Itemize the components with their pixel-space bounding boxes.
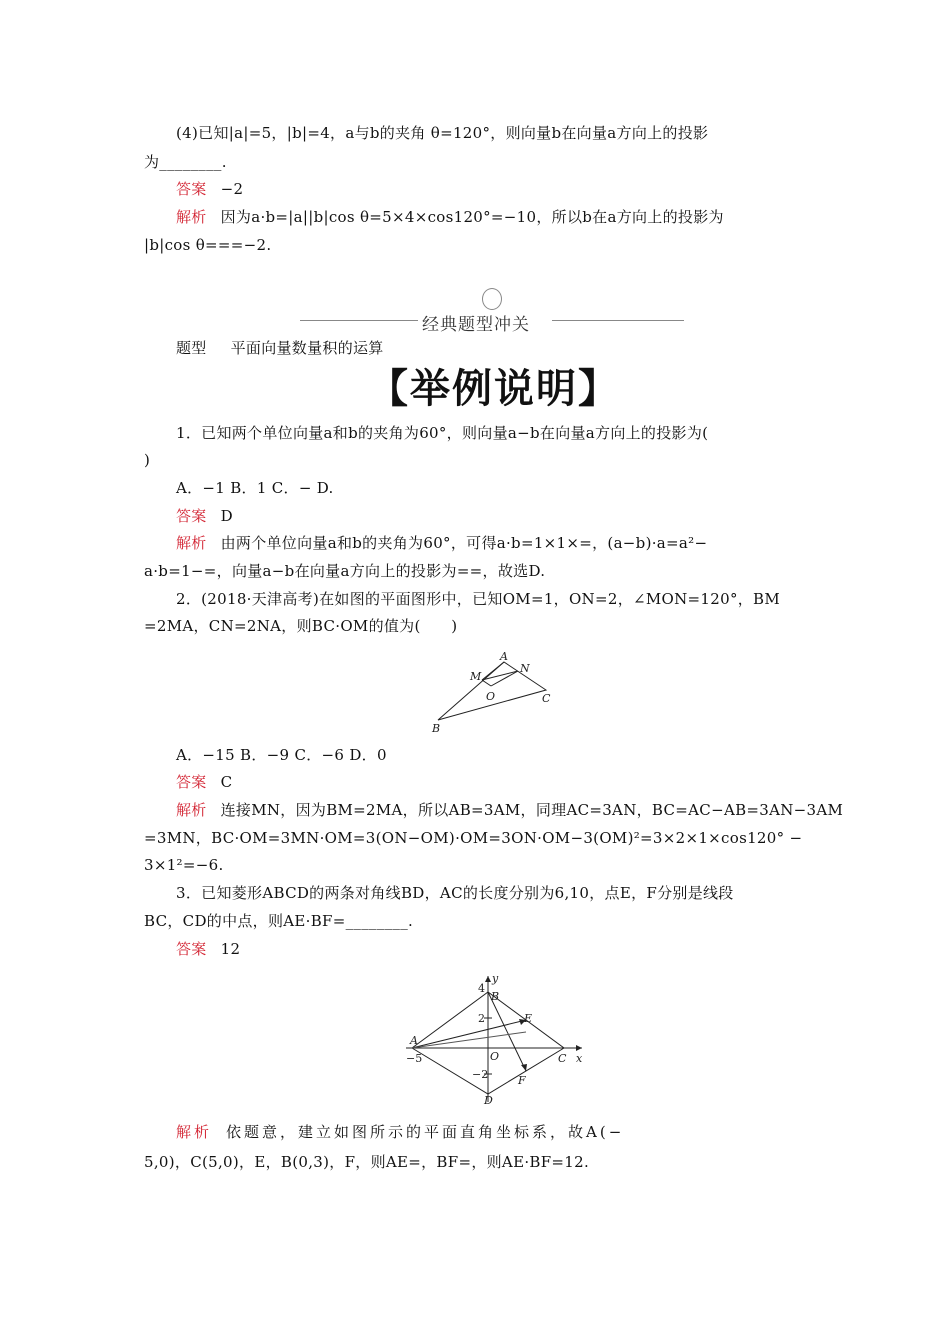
vector-bf-arrow-icon: [521, 1064, 527, 1071]
label-b: B: [432, 722, 441, 735]
example-title: 【举例说明】: [368, 366, 620, 412]
q4-answer: [176, 177, 243, 201]
p3-analysis-2: 5,0)，C(5,0)，E，B(0,3)，F，则AE=，BF=，则AE·BF=12.: [144, 1153, 590, 1171]
answer-label: 答案: [176, 773, 207, 791]
x-axis-arrow-icon: [576, 1045, 582, 1051]
topic-label: 题型: [176, 339, 207, 357]
p1-line-1: 1．已知两个单位向量a和b的夹角为60°，则向量a−b在向量a方向上的投影为(: [176, 424, 709, 442]
p1-answer: [176, 504, 233, 528]
label-f: F: [518, 1074, 526, 1087]
analysis-label: 解析: [176, 801, 207, 819]
answer-value: D: [220, 507, 233, 525]
segment-on: [491, 671, 518, 686]
label-a: A: [410, 1034, 418, 1047]
analysis-text: 连接MN，因为BM=2MA，所以AB=3AM，同理AC=3AN，BC=AC−AB=3AN−3AM: [220, 801, 844, 819]
tick-label-m2: −2: [472, 1068, 489, 1081]
label-c: C: [542, 692, 551, 705]
analysis-text: 依题意，建立如图所示的平面直角坐标系，故A(−: [226, 1123, 625, 1141]
label-a: A: [500, 650, 508, 663]
analysis-text: 由两个单位向量a和b的夹角为60°，可得a·b=1×1×=，(a−b)·a=a²−: [220, 534, 708, 552]
topic-line: [176, 336, 384, 360]
label-y: y: [492, 972, 499, 985]
answer-value: C: [220, 773, 233, 791]
p1-analysis-2: a·b=1−=，向量a−b在向量a方向上的投影为==，故选D.: [144, 562, 546, 580]
p3-answer: [176, 937, 240, 961]
p1-analysis-1: [176, 531, 707, 555]
banner-emblem-icon: [482, 288, 502, 310]
topic-text: 平面向量数量积的运算: [230, 339, 384, 357]
p1-line-2: ): [144, 451, 151, 469]
p1-options: A．−1 B．1 C．− D.: [176, 479, 334, 497]
analysis-label: 解析: [176, 1123, 213, 1141]
tick-label-m5: −5: [406, 1052, 423, 1065]
p2-line-2: =2MA，CN=2NA，则BC·OM的值为( ): [144, 617, 458, 635]
q4-analysis-1: [176, 205, 724, 229]
p2-answer: [176, 770, 232, 794]
p2-options: A．−15 B．−9 C．−6 D．0: [176, 746, 387, 764]
tick-label-2: 2: [478, 1012, 485, 1025]
p3-analysis-1: [176, 1120, 624, 1144]
answer-label: 答案: [176, 940, 207, 958]
rhombus-coordinate-figure: [398, 970, 588, 1110]
answer-value: −2: [220, 180, 244, 198]
segment-om: [482, 680, 491, 686]
p2-analysis-1: [176, 798, 843, 822]
p2-analysis-2: =3MN，BC·OM=3MN·OM=3(ON−OM)·OM=3ON·OM−3(OM)²=3×2×1×cos120° −: [144, 829, 803, 847]
answer-value: 12: [220, 940, 241, 958]
p3-line-1: 3．已知菱形ABCD的两条对角线BD，AC的长度分别为6,10，点E，F分别是线段: [176, 884, 734, 902]
answer-label: 答案: [176, 507, 207, 525]
p2-analysis-3: 3×1²=−6.: [144, 856, 224, 874]
analysis-text: 因为a·b=|a||b|cos θ=5×4×cos120°=−10，所以b在a方向上的投影为: [220, 208, 724, 226]
label-d: D: [484, 1094, 493, 1107]
analysis-label: 解析: [176, 534, 207, 552]
banner-rule-left: [300, 320, 418, 321]
banner-rule-right: [552, 320, 684, 321]
label-c: C: [558, 1052, 567, 1065]
p2-line-1: 2．(2018·天津高考)在如图的平面图形中，已知OM=1，ON=2，∠MON=120°，BM: [176, 590, 781, 608]
q4-line-2: 为________.: [144, 153, 227, 171]
label-o: O: [486, 690, 496, 703]
analysis-label: 解析: [176, 208, 207, 226]
q4-line-1: (4)已知|a|=5，|b|=4，a与b的夹角 θ=120°，则向量b在向量a方向上的投影: [176, 124, 709, 142]
answer-label: 答案: [176, 180, 207, 198]
label-b: B: [491, 990, 500, 1003]
q4-analysis-2: |b|cos θ===−2.: [144, 236, 272, 254]
label-n: N: [520, 662, 530, 675]
tick-label-4: 4: [478, 982, 485, 995]
label-x: x: [576, 1052, 583, 1065]
banner-label: 经典题型冲关: [422, 315, 530, 335]
y-axis-arrow-icon: [485, 976, 491, 982]
triangle-figure: [424, 648, 560, 736]
section-banner: [300, 284, 684, 334]
label-m: M: [470, 670, 482, 683]
label-e: E: [524, 1012, 533, 1025]
p3-line-2: BC，CD的中点，则AE·BF=________.: [144, 912, 414, 930]
label-o: O: [490, 1050, 500, 1063]
